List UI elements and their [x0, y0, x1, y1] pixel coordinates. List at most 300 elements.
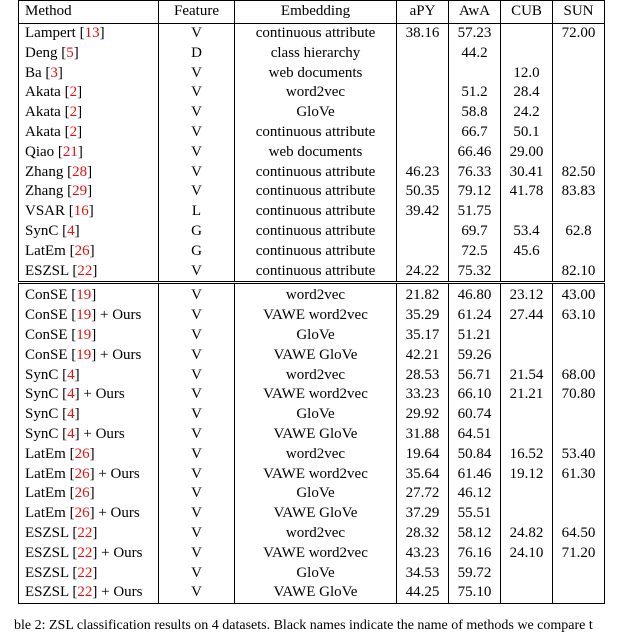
- awa-cell: [449, 64, 501, 84]
- method-name: LatEm: [25, 505, 66, 522]
- header-awa: AwA: [449, 1, 501, 24]
- table-row: [19, 64, 605, 84]
- citation-ref: 26: [74, 485, 90, 502]
- method-cell: Lampert [13]: [19, 24, 159, 44]
- method-name: ESZSL: [25, 544, 69, 561]
- method-cell: ESZSL [22]: [19, 262, 159, 283]
- table-row: [19, 123, 605, 143]
- method-cell: LatEm [26] + Ours: [19, 504, 159, 524]
- apy-cell: [397, 44, 449, 64]
- sun-cell: 82.50: [553, 163, 605, 183]
- citation-ref: 22: [77, 524, 93, 541]
- cub-cell: 41.78: [501, 182, 553, 202]
- apy-cell: 42.21: [397, 346, 449, 366]
- citation-ref: 19: [76, 287, 92, 304]
- method-cell: Akata [2]: [19, 123, 159, 143]
- awa-cell: 55.51: [449, 504, 501, 524]
- feature-cell: V: [159, 163, 235, 183]
- awa-cell: 79.12: [449, 182, 501, 202]
- method-cell: Ba [3]: [19, 64, 159, 84]
- cub-cell: 29.00: [501, 143, 553, 163]
- method-suffix: + Ours: [83, 425, 125, 442]
- citation-ref: 22: [77, 564, 93, 581]
- method-name: LatEm: [25, 242, 66, 259]
- citation-ref: 13: [84, 25, 100, 41]
- cub-cell: 28.4: [501, 83, 553, 103]
- method-cell: LatEm [26]: [19, 484, 159, 504]
- method-name: ConSE: [25, 307, 68, 324]
- table-row: [19, 306, 605, 326]
- feature-cell: G: [159, 242, 235, 262]
- apy-cell: 24.22: [397, 262, 449, 283]
- sun-cell: 83.83: [553, 182, 605, 202]
- embedding-cell: web documents: [235, 64, 397, 84]
- cub-cell: [501, 564, 553, 584]
- citation-ref: 26: [74, 242, 90, 259]
- apy-cell: 21.82: [397, 283, 449, 306]
- awa-cell: 46.80: [449, 283, 501, 306]
- method-name: Akata: [25, 123, 61, 140]
- method-cell: SynC [4]: [19, 405, 159, 425]
- method-cell: ESZSL [22] + Ours: [19, 583, 159, 603]
- method-name: Zhang: [25, 163, 64, 180]
- method-cell: ConSE [19] + Ours: [19, 346, 159, 366]
- method-cell: LatEm [26]: [19, 445, 159, 465]
- awa-cell: 44.2: [449, 44, 501, 64]
- cub-cell: [501, 262, 553, 283]
- sun-cell: [553, 64, 605, 84]
- apy-cell: 33.23: [397, 385, 449, 405]
- cub-cell: [501, 346, 553, 366]
- table-row: [19, 143, 605, 163]
- cub-cell: [501, 326, 553, 346]
- citation-ref: 2: [69, 84, 78, 101]
- embedding-cell: GloVe: [235, 103, 397, 123]
- embedding-cell: continuous attribute: [235, 262, 397, 283]
- embedding-cell: continuous attribute: [235, 222, 397, 242]
- feature-cell: V: [159, 544, 235, 564]
- embedding-cell: continuous attribute: [235, 242, 397, 262]
- cub-cell: [501, 405, 553, 425]
- table-row: [19, 366, 605, 386]
- apy-cell: [397, 143, 449, 163]
- header-apy: aPY: [397, 1, 449, 24]
- embedding-cell: word2vec: [235, 366, 397, 386]
- table-row: [19, 544, 605, 564]
- feature-cell: V: [159, 465, 235, 485]
- awa-cell: 51.2: [449, 83, 501, 103]
- awa-cell: 61.46: [449, 465, 501, 485]
- feature-cell: V: [159, 83, 235, 103]
- apy-cell: [397, 64, 449, 84]
- sun-cell: [553, 143, 605, 163]
- apy-cell: [397, 123, 449, 143]
- embedding-cell: VAWE word2vec: [235, 465, 397, 485]
- table-row: [19, 24, 605, 44]
- awa-cell: 51.75: [449, 202, 501, 222]
- feature-cell: V: [159, 262, 235, 283]
- method-cell: Akata [2]: [19, 83, 159, 103]
- sun-cell: 64.50: [553, 524, 605, 544]
- cub-cell: 19.12: [501, 465, 553, 485]
- method-name: LatEm: [25, 485, 66, 502]
- embedding-cell: word2vec: [235, 524, 397, 544]
- header-row: [19, 1, 605, 24]
- embedding-cell: GloVe: [235, 326, 397, 346]
- method-name: Akata: [25, 84, 61, 101]
- awa-cell: 56.71: [449, 366, 501, 386]
- feature-cell: V: [159, 504, 235, 524]
- method-cell: ConSE [19]: [19, 283, 159, 306]
- method-suffix: + Ours: [98, 465, 140, 482]
- header-feature: Feature: [159, 1, 235, 24]
- apy-cell: [397, 242, 449, 262]
- cub-cell: 12.0: [501, 64, 553, 84]
- feature-cell: V: [159, 306, 235, 326]
- feature-cell: V: [159, 182, 235, 202]
- cub-cell: [501, 425, 553, 445]
- method-cell: Qiao [21]: [19, 143, 159, 163]
- method-cell: SynC [4] + Ours: [19, 425, 159, 445]
- embedding-cell: VAWE word2vec: [235, 385, 397, 405]
- method-name: Lampert: [25, 25, 76, 41]
- citation-ref: 29: [72, 183, 88, 200]
- apy-cell: [397, 83, 449, 103]
- results-table: [18, 0, 605, 604]
- feature-cell: D: [159, 44, 235, 64]
- awa-cell: 61.24: [449, 306, 501, 326]
- table-row: [19, 103, 605, 123]
- method-suffix: + Ours: [100, 307, 142, 324]
- sun-cell: [553, 44, 605, 64]
- method-name: ESZSL: [25, 564, 69, 581]
- method-suffix: + Ours: [101, 544, 143, 561]
- apy-cell: 46.23: [397, 163, 449, 183]
- method-cell: VSAR [16]: [19, 202, 159, 222]
- citation-ref: 16: [73, 203, 89, 220]
- embedding-cell: continuous attribute: [235, 202, 397, 222]
- method-name: LatEm: [25, 445, 66, 462]
- header-sun: SUN: [553, 1, 605, 24]
- citation-ref: 19: [76, 307, 92, 324]
- table-row: [19, 583, 605, 603]
- method-name: SynC: [25, 406, 59, 423]
- citation-ref: 21: [62, 143, 78, 160]
- awa-cell: 60.74: [449, 405, 501, 425]
- method-name: Deng: [25, 44, 58, 61]
- feature-cell: V: [159, 385, 235, 405]
- table-row: [19, 445, 605, 465]
- awa-cell: 59.72: [449, 564, 501, 584]
- sun-cell: [553, 484, 605, 504]
- sun-cell: [553, 103, 605, 123]
- table-row: [19, 524, 605, 544]
- apy-cell: [397, 103, 449, 123]
- header-cub: CUB: [501, 1, 553, 24]
- embedding-cell: continuous attribute: [235, 182, 397, 202]
- table-row: [19, 83, 605, 103]
- method-name: Ba: [25, 64, 42, 81]
- method-cell: ConSE [19] + Ours: [19, 306, 159, 326]
- embedding-cell: VAWE word2vec: [235, 306, 397, 326]
- cub-cell: 24.82: [501, 524, 553, 544]
- method-name: ConSE: [25, 326, 68, 343]
- sun-cell: 61.30: [553, 465, 605, 485]
- embedding-cell: class hierarchy: [235, 44, 397, 64]
- method-name: Qiao: [25, 143, 55, 160]
- method-suffix: + Ours: [98, 505, 140, 522]
- apy-cell: 31.88: [397, 425, 449, 445]
- table-row: [19, 405, 605, 425]
- awa-cell: 76.33: [449, 163, 501, 183]
- sun-cell: 70.80: [553, 385, 605, 405]
- apy-cell: 35.64: [397, 465, 449, 485]
- method-cell: Akata [2]: [19, 103, 159, 123]
- method-name: SynC: [25, 366, 59, 383]
- table-row: [19, 425, 605, 445]
- awa-cell: 66.7: [449, 123, 501, 143]
- awa-cell: 75.10: [449, 583, 501, 603]
- awa-cell: 66.46: [449, 143, 501, 163]
- table-row: [19, 564, 605, 584]
- sun-cell: 68.00: [553, 366, 605, 386]
- table-row: [19, 326, 605, 346]
- sun-cell: [553, 202, 605, 222]
- feature-cell: L: [159, 202, 235, 222]
- citation-ref: 22: [77, 584, 93, 601]
- apy-cell: 38.16: [397, 24, 449, 44]
- sun-cell: [553, 83, 605, 103]
- cub-cell: [501, 24, 553, 44]
- table-row: [19, 283, 605, 306]
- embedding-cell: word2vec: [235, 283, 397, 306]
- embedding-cell: GloVe: [235, 484, 397, 504]
- citation-ref: 2: [69, 123, 78, 140]
- method-cell: Zhang [28]: [19, 163, 159, 183]
- feature-cell: V: [159, 143, 235, 163]
- method-cell: ESZSL [22]: [19, 564, 159, 584]
- cub-cell: 21.54: [501, 366, 553, 386]
- table-row: [19, 262, 605, 283]
- awa-cell: 69.7: [449, 222, 501, 242]
- sun-cell: [553, 425, 605, 445]
- cub-cell: 16.52: [501, 445, 553, 465]
- citation-ref: 2: [69, 104, 78, 121]
- method-cell: LatEm [26]: [19, 242, 159, 262]
- apy-cell: 27.72: [397, 484, 449, 504]
- method-name: SynC: [25, 222, 59, 239]
- apy-cell: 37.29: [397, 504, 449, 524]
- table-row: [19, 484, 605, 504]
- method-suffix: + Ours: [101, 584, 143, 601]
- feature-cell: V: [159, 123, 235, 143]
- embedding-cell: GloVe: [235, 405, 397, 425]
- embedding-cell: continuous attribute: [235, 24, 397, 44]
- citation-ref: 4: [67, 366, 75, 383]
- table-row: [19, 163, 605, 183]
- table-row: [19, 346, 605, 366]
- table-row: [19, 242, 605, 262]
- header-method: Method: [19, 1, 159, 24]
- embedding-cell: VAWE GloVe: [235, 425, 397, 445]
- apy-cell: [397, 222, 449, 242]
- citation-ref: 26: [74, 445, 90, 462]
- feature-cell: V: [159, 405, 235, 425]
- awa-cell: 72.5: [449, 242, 501, 262]
- method-cell: ConSE [19]: [19, 326, 159, 346]
- table-row: [19, 44, 605, 64]
- feature-cell: G: [159, 222, 235, 242]
- awa-cell: 58.12: [449, 524, 501, 544]
- feature-cell: V: [159, 283, 235, 306]
- table-row: [19, 385, 605, 405]
- method-cell: Deng [5]: [19, 44, 159, 64]
- citation-ref: 28: [72, 163, 88, 180]
- awa-cell: 64.51: [449, 425, 501, 445]
- awa-cell: 46.12: [449, 484, 501, 504]
- citation-ref: 4: [67, 386, 75, 403]
- citation-ref: 19: [76, 326, 92, 343]
- cub-cell: 53.4: [501, 222, 553, 242]
- apy-cell: 44.25: [397, 583, 449, 603]
- table-row: [19, 504, 605, 524]
- table-row: [19, 222, 605, 242]
- apy-cell: 29.92: [397, 405, 449, 425]
- cub-cell: 50.1: [501, 123, 553, 143]
- apy-cell: 34.53: [397, 564, 449, 584]
- table-row: [19, 182, 605, 202]
- method-name: LatEm: [25, 465, 66, 482]
- awa-cell: 75.32: [449, 262, 501, 283]
- citation-ref: 26: [74, 505, 90, 522]
- cub-cell: [501, 44, 553, 64]
- method-name: ConSE: [25, 287, 68, 304]
- cub-cell: 21.21: [501, 385, 553, 405]
- awa-cell: 58.8: [449, 103, 501, 123]
- apy-cell: 43.23: [397, 544, 449, 564]
- method-suffix: + Ours: [83, 386, 125, 403]
- embedding-cell: web documents: [235, 143, 397, 163]
- table-caption: ble 2: ZSL classification results on 4 datasets. Black names indicate the name of methods we compare t: [14, 618, 593, 633]
- feature-cell: V: [159, 484, 235, 504]
- embedding-cell: VAWE word2vec: [235, 544, 397, 564]
- method-cell: ESZSL [22]: [19, 524, 159, 544]
- feature-cell: V: [159, 103, 235, 123]
- sun-cell: [553, 346, 605, 366]
- feature-cell: V: [159, 583, 235, 603]
- citation-ref: 4: [67, 406, 75, 423]
- awa-cell: 66.10: [449, 385, 501, 405]
- sun-cell: 72.00: [553, 24, 605, 44]
- apy-cell: 50.35: [397, 182, 449, 202]
- sun-cell: 82.10: [553, 262, 605, 283]
- feature-cell: V: [159, 425, 235, 445]
- sun-cell: 43.00: [553, 283, 605, 306]
- cub-cell: 27.44: [501, 306, 553, 326]
- awa-cell: 51.21: [449, 326, 501, 346]
- method-cell: LatEm [26] + Ours: [19, 465, 159, 485]
- feature-cell: V: [159, 24, 235, 44]
- awa-cell: 57.23: [449, 24, 501, 44]
- cub-cell: 24.10: [501, 544, 553, 564]
- method-cell: SynC [4] + Ours: [19, 385, 159, 405]
- method-name: VSAR: [25, 203, 66, 220]
- method-suffix: + Ours: [100, 346, 142, 363]
- sun-cell: [553, 564, 605, 584]
- citation-ref: 4: [67, 425, 75, 442]
- sun-cell: [553, 123, 605, 143]
- cub-cell: [501, 504, 553, 524]
- table-row: [19, 465, 605, 485]
- feature-cell: V: [159, 64, 235, 84]
- feature-cell: V: [159, 366, 235, 386]
- embedding-cell: continuous attribute: [235, 123, 397, 143]
- cub-cell: [501, 583, 553, 603]
- cub-cell: 23.12: [501, 283, 553, 306]
- embedding-cell: continuous attribute: [235, 163, 397, 183]
- header-embedding: Embedding: [235, 1, 397, 24]
- citation-ref: 22: [77, 262, 93, 279]
- table-row: [19, 202, 605, 222]
- method-name: ESZSL: [25, 524, 69, 541]
- method-name: ConSE: [25, 346, 68, 363]
- sun-cell: [553, 405, 605, 425]
- awa-cell: 59.26: [449, 346, 501, 366]
- sun-cell: 71.20: [553, 544, 605, 564]
- cub-cell: [501, 484, 553, 504]
- apy-cell: 35.17: [397, 326, 449, 346]
- method-cell: ESZSL [22] + Ours: [19, 544, 159, 564]
- citation-ref: 19: [76, 346, 92, 363]
- embedding-cell: word2vec: [235, 83, 397, 103]
- method-name: Zhang: [25, 183, 64, 200]
- sun-cell: [553, 326, 605, 346]
- method-cell: SynC [4]: [19, 222, 159, 242]
- method-cell: Zhang [29]: [19, 182, 159, 202]
- method-name: ESZSL: [25, 262, 69, 279]
- method-name: SynC: [25, 386, 59, 403]
- feature-cell: V: [159, 445, 235, 465]
- method-cell: SynC [4]: [19, 366, 159, 386]
- embedding-cell: VAWE GloVe: [235, 583, 397, 603]
- awa-cell: 76.16: [449, 544, 501, 564]
- sun-cell: 62.8: [553, 222, 605, 242]
- cub-cell: [501, 202, 553, 222]
- citation-ref: 26: [74, 465, 90, 482]
- sun-cell: 63.10: [553, 306, 605, 326]
- embedding-cell: word2vec: [235, 445, 397, 465]
- feature-cell: V: [159, 326, 235, 346]
- cub-cell: 24.2: [501, 103, 553, 123]
- sun-cell: [553, 583, 605, 603]
- apy-cell: 28.53: [397, 366, 449, 386]
- citation-ref: 5: [66, 44, 74, 61]
- apy-cell: 35.29: [397, 306, 449, 326]
- embedding-cell: GloVe: [235, 564, 397, 584]
- feature-cell: V: [159, 346, 235, 366]
- citation-ref: 22: [77, 544, 93, 561]
- sun-cell: 53.40: [553, 445, 605, 465]
- apy-cell: 28.32: [397, 524, 449, 544]
- sun-cell: [553, 504, 605, 524]
- embedding-cell: VAWE GloVe: [235, 504, 397, 524]
- citation-ref: 3: [50, 64, 58, 81]
- method-name: ESZSL: [25, 584, 69, 601]
- citation-ref: 4: [67, 222, 75, 239]
- sun-cell: [553, 242, 605, 262]
- embedding-cell: VAWE GloVe: [235, 346, 397, 366]
- cub-cell: 30.41: [501, 163, 553, 183]
